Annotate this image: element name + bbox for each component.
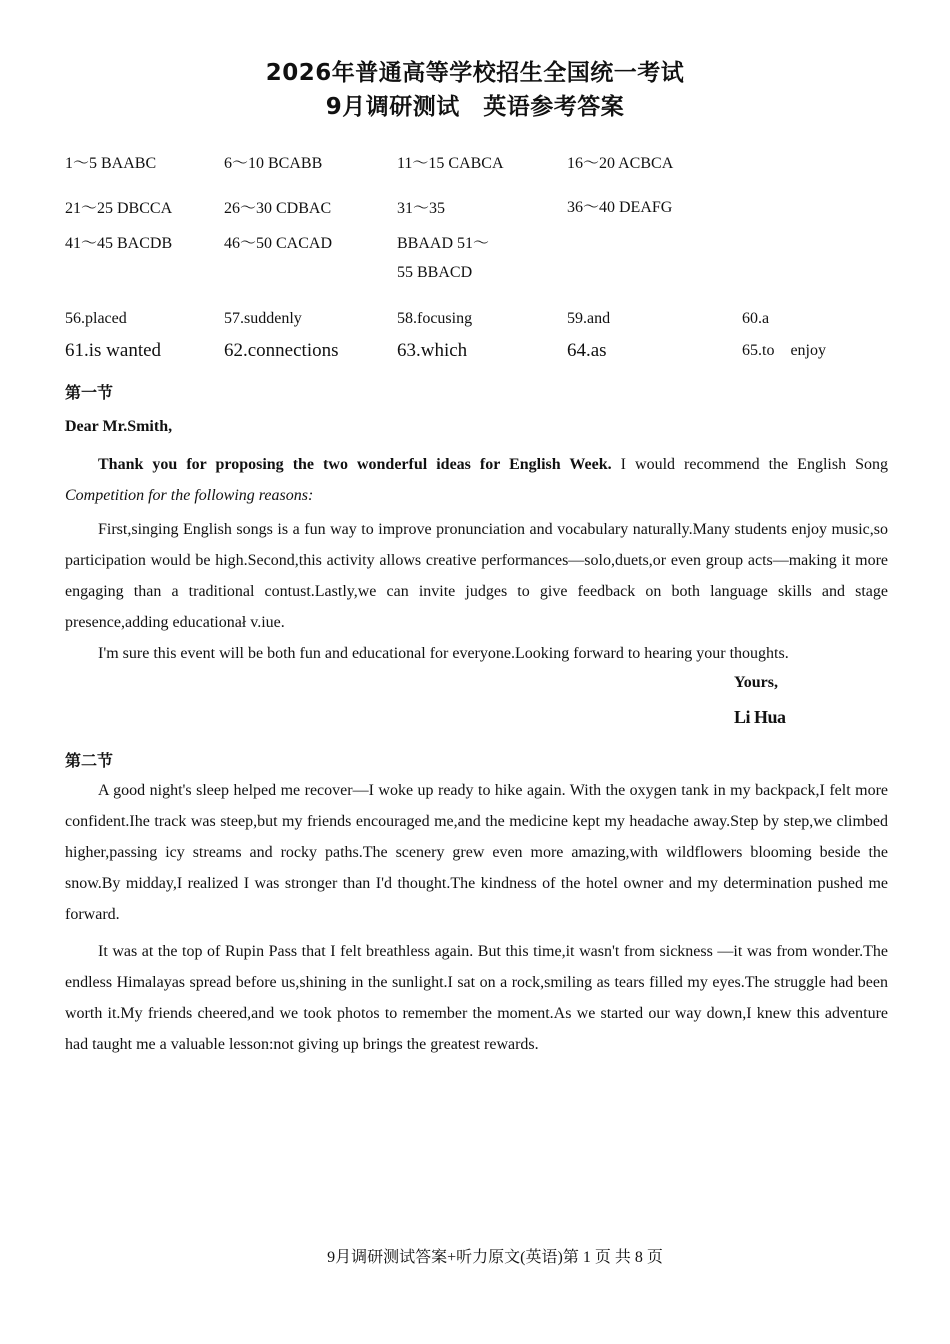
answer-cell: 59.and xyxy=(567,310,611,327)
answer-cell: 60.a xyxy=(742,310,770,327)
section-heading: 第二节 xyxy=(65,751,114,770)
story-text: It was at the top of Rupin Pass that I felt breathless again. But this time,it wasn't from sickness —it was from wonder.The endless Himalayas spread before us,shining in the sunlight.I sat on a rock,smiling as tears filled my eyes.The struggle had been worth it.My friends cheered,and we took photos to remember the moment.As we started our way down,I knew this adventure had taught me a valuable lesson:not giving up brings the greatest rewards. xyxy=(65,943,888,1053)
answer-cell: 58.focusing xyxy=(397,310,473,327)
answer-cell: 55 BBACD xyxy=(397,264,473,281)
answer-cell: 21～25 DBCCA xyxy=(65,200,173,217)
letter-greeting: Dear Mr.Smith, xyxy=(65,418,173,435)
story-paragraph xyxy=(65,936,888,1060)
answer-cell: 46～50 CACAD xyxy=(224,235,333,252)
answer-cell: 63.which xyxy=(397,340,468,361)
answer-cell: 36～40 DEAFG xyxy=(567,199,673,216)
answer-cell: 1～5 BAABC xyxy=(65,155,157,172)
answer-cell: 16～20 ACBCA xyxy=(567,155,674,172)
letter-signature: Li Hua xyxy=(734,707,786,727)
answer-cell: 31～35 xyxy=(397,200,446,217)
letter-intro-italic: Competition for the following reasons: xyxy=(65,487,314,504)
answer-cell: 62.connections xyxy=(224,340,339,361)
document-title: 2026年普通高等学校招生全国统一考试 xyxy=(265,60,685,86)
document-subtitle: 9月调研测试 英语参考答案 xyxy=(325,94,625,120)
answer-cell: 65.to enjoy xyxy=(742,342,826,359)
letter-paragraph xyxy=(65,449,888,511)
answer-cell: 41～45 BACDB xyxy=(65,235,173,252)
letter-paragraph xyxy=(65,638,888,669)
answer-cell: 26～30 CDBAC xyxy=(224,200,332,217)
answer-cell: 57.suddenly xyxy=(224,310,302,327)
answer-cell: 61.is wanted xyxy=(65,340,162,361)
answer-cell: BBAAD 51～ xyxy=(397,235,490,252)
answer-cell: 11～15 CABCA xyxy=(397,155,504,172)
letter-body-text: First,singing English songs is a fun way to improve pronunciation and vocabulary naturally.Many students enjoy music,so participation would be high.Second,this activity allows creative performances—solo,duets,or even group acts—making it more engaging than a traditional contust.Lastly,we can invite judges to give feedback on both language skills and stage presence,adding educationał v.iue. xyxy=(65,521,888,631)
answer-cell: 6～10 BCABB xyxy=(224,155,323,172)
answer-cell: 56.placed xyxy=(65,310,127,327)
letter-intro-text: I would recommend the English Song xyxy=(611,456,888,473)
letter-body-text: I'm sure this event will be both fun and educational for everyone.Looking forward to hearing your thoughts. xyxy=(98,645,789,662)
letter-paragraph xyxy=(65,514,888,638)
section-heading: 第一节 xyxy=(65,383,114,402)
letter-closing: Yours, xyxy=(734,674,779,691)
letter-intro-bold: Thank you for proposing the two wonderful ideas for English Week. xyxy=(98,456,612,473)
answer-cell: 64.as xyxy=(567,340,607,361)
page-footer: 9月调研测试答案+听力原文(英语)第 1 页 共 8 页 xyxy=(327,1249,663,1266)
story-paragraph xyxy=(65,775,888,930)
story-text: A good night's sleep helped me recover—I woke up ready to hike again. With the oxygen tank in my backpack,I felt more confident.Ihe track was steep,but my friends encouraged me,and the medicine kept my headache away.Step by step,we climbed higher,passing icy streams and rocky paths.The scenery grew even more amazing,with wildflowers blooming beside the snow.By midday,I realized I was stronger than I'd thought.The kindness of the hotel owner and my determination pushed me forward. xyxy=(65,782,888,923)
